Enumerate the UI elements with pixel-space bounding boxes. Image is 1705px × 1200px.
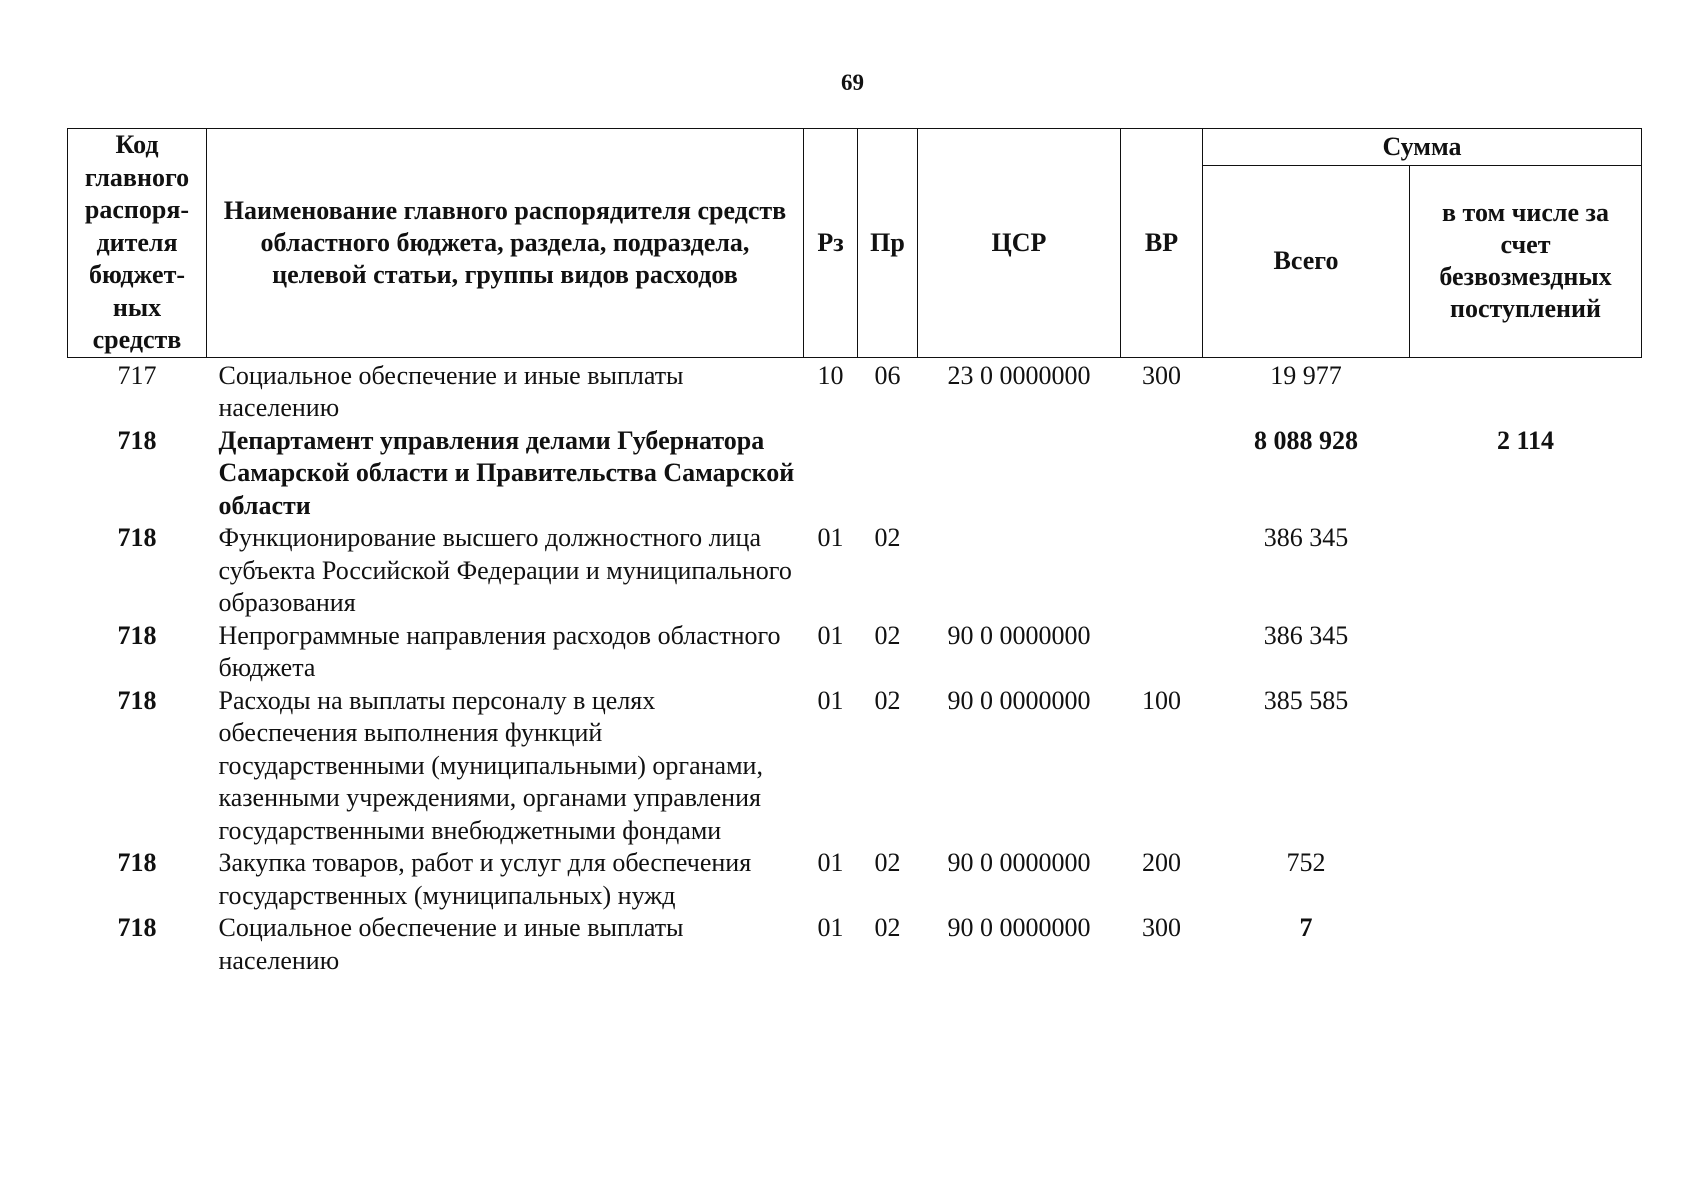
cell-free: 2 114 <box>1496 425 1555 455</box>
cell-free <box>1410 685 1642 848</box>
cell-total: 752 <box>1286 848 1326 877</box>
header-rz: Рз <box>804 129 858 358</box>
cell-rz: 01 <box>817 913 844 942</box>
cell-name: Непрограммные направления расходов областного бюджета <box>218 620 781 682</box>
cell-vr <box>1121 522 1203 620</box>
table-row <box>68 912 1642 977</box>
table-body <box>68 357 1642 977</box>
cell-code: 718 <box>117 620 157 650</box>
header-pr: Пр <box>858 129 918 358</box>
header-sum: Сумма <box>1203 129 1642 166</box>
cell-total: 8 088 928 <box>1254 425 1358 455</box>
table-row <box>68 685 1642 848</box>
budget-table <box>67 128 1642 977</box>
cell-pr: 02 <box>874 523 901 552</box>
table-row <box>68 620 1642 685</box>
cell-pr: 02 <box>874 620 901 650</box>
cell-total: 386 345 <box>1263 523 1349 552</box>
header-vr: ВР <box>1121 129 1203 358</box>
cell-pr <box>858 425 918 523</box>
cell-total: 19 977 <box>1270 360 1342 390</box>
cell-name: Расходы на выплаты персоналу в целях обеспечения выполнения функций государственными (муниципальными) органами, казенными учреждениями, органами управления государственными внебюджетными фондами <box>218 685 763 845</box>
cell-vr <box>1121 620 1203 685</box>
cell-free <box>1410 847 1642 912</box>
cell-free <box>1410 912 1642 977</box>
cell-rz: 01 <box>817 523 844 552</box>
cell-pr: 02 <box>874 848 901 877</box>
table-row <box>68 847 1642 912</box>
cell-name: Социальное обеспечение и иные выплаты населению <box>218 360 684 422</box>
cell-csr <box>918 522 1121 620</box>
cell-csr: 90 0 0000000 <box>947 913 1091 942</box>
cell-code: 718 <box>117 425 157 455</box>
cell-csr: 90 0 0000000 <box>947 848 1091 877</box>
table-header <box>68 129 1642 358</box>
cell-pr: 02 <box>874 685 901 715</box>
cell-csr: 90 0 0000000 <box>947 620 1091 650</box>
cell-vr: 300 <box>1142 360 1181 390</box>
table-row <box>68 425 1642 523</box>
cell-vr: 300 <box>1142 913 1181 942</box>
cell-total: 386 345 <box>1263 620 1349 650</box>
table-row <box>68 522 1642 620</box>
cell-code: 718 <box>117 848 157 877</box>
page-number: 69 <box>841 70 864 95</box>
cell-csr: 23 0 0000000 <box>947 360 1091 390</box>
header-code: Код главного распоря-дителя бюджет-ных средств <box>68 129 207 358</box>
cell-rz: 01 <box>817 685 844 715</box>
cell-name: Социальное обеспечение и иные выплаты населению <box>218 913 684 975</box>
cell-code: 718 <box>117 685 157 715</box>
cell-name: Функционирование высшего должностного лица субъекта Российской Федерации и муниципального образования <box>218 523 792 617</box>
cell-code: 717 <box>117 360 157 390</box>
header-total: Всего <box>1203 166 1410 358</box>
cell-name: Закупка товаров, работ и услуг для обеспечения государственных (муниципальных) нужд <box>218 848 752 910</box>
cell-vr: 100 <box>1142 685 1181 715</box>
header-csr: ЦСР <box>918 129 1121 358</box>
cell-csr <box>918 425 1121 523</box>
cell-free <box>1410 620 1642 685</box>
table-row <box>68 357 1642 425</box>
cell-rz: 01 <box>817 848 844 877</box>
cell-total: 385 585 <box>1263 685 1349 715</box>
cell-pr: 02 <box>874 913 901 942</box>
header-free: в том числе за счет безвозмездных поступлений <box>1410 166 1642 358</box>
cell-free <box>1410 522 1642 620</box>
cell-rz: 01 <box>817 620 844 650</box>
cell-name: Департамент управления делами Губернатора Самарской области и Правительства Самарской области <box>218 425 795 520</box>
cell-rz: 10 <box>817 360 844 390</box>
cell-code: 718 <box>117 913 157 942</box>
cell-vr: 200 <box>1142 848 1181 877</box>
cell-free <box>1410 357 1642 425</box>
cell-pr: 06 <box>874 360 901 390</box>
cell-csr: 90 0 0000000 <box>947 685 1091 715</box>
cell-rz <box>804 425 858 523</box>
header-name: Наименование главного распорядителя средств областного бюджета, раздела, подраздела, целевой статьи, группы видов расходов <box>207 129 804 358</box>
cell-code: 718 <box>117 523 157 552</box>
cell-vr <box>1121 425 1203 523</box>
cell-total: 7 <box>1299 913 1313 942</box>
